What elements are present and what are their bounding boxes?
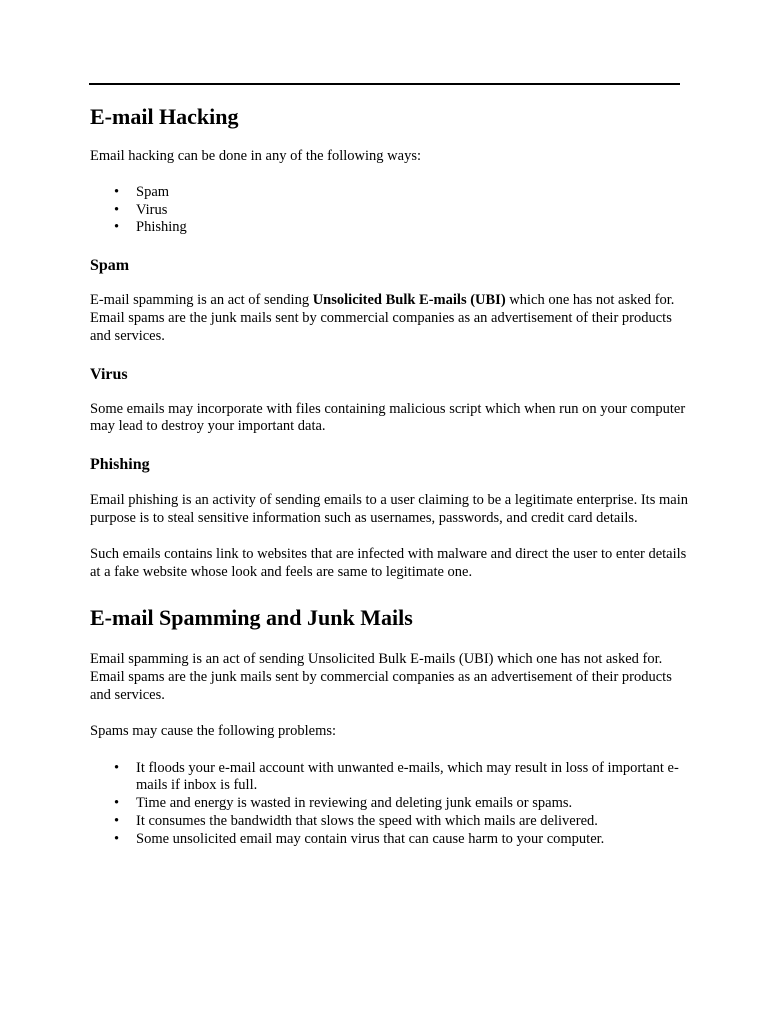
spam-text-after: which one has not asked for. Email spams are the junk mails sent by commercial companies as an advertisement of their products and services. [90, 292, 675, 344]
list-item: • It consumes the bandwidth that slows the speed with which mails are delivered. [136, 813, 690, 831]
list-item: • Time and energy is wasted in reviewing and deleting junk emails or spams. [136, 795, 690, 813]
phishing-paragraph-2: Such emails contains link to websites that are infected with malware and direct the user to enter details at a fake website whose look and feels are same to legitimate one. [90, 545, 687, 580]
spamming-paragraph: Email spamming is an act of sending Unsolicited Bulk E-mails (UBI) which one has not asked for. Email spams are the junk mails sent by commercial companies as an advertisement of their products and services. [90, 651, 672, 703]
intro-paragraph: Email hacking can be done in any of the following ways: [90, 148, 421, 164]
subheading-spam: Spam [90, 257, 130, 275]
hacking-ways-list [90, 184, 690, 237]
problems-list [90, 760, 690, 849]
spam-text-bold: Unsolicited Bulk E-mails (UBI) [312, 292, 506, 309]
subheading-virus: Virus [90, 365, 128, 383]
list-item: • Some unsolicited email may contain virus that can cause harm to your computer. [136, 831, 690, 849]
list-item: • Spam [136, 184, 690, 202]
document-body [90, 102, 690, 849]
spam-text-before: E-mail spamming is an act of sending [90, 292, 313, 309]
problems-intro: Spams may cause the following problems: [90, 722, 337, 739]
list-item: • It floods your e-mail account with unwanted e-mails, which may result in loss of important e-mails if inbox is full. [136, 760, 690, 796]
virus-paragraph: Some emails may incorporate with files containing malicious script which when run on your computer may lead to destroy your important data. [90, 400, 686, 435]
section-title-spamming-junk: E-mail Spamming and Junk Mails [90, 605, 413, 631]
section-title-email-hacking: E-mail Hacking [90, 104, 239, 129]
subheading-phishing: Phishing [90, 456, 150, 474]
horizontal-rule [89, 83, 680, 85]
list-item: • Phishing [136, 219, 690, 237]
phishing-paragraph-1: Email phishing is an activity of sending emails to a user claiming to be a legitimate enterprise. Its main purpose is to steal sensitive information such as usernames, passwords, and credit card details. [90, 492, 688, 526]
list-item: • Virus [136, 202, 690, 220]
spam-paragraph [90, 292, 690, 345]
